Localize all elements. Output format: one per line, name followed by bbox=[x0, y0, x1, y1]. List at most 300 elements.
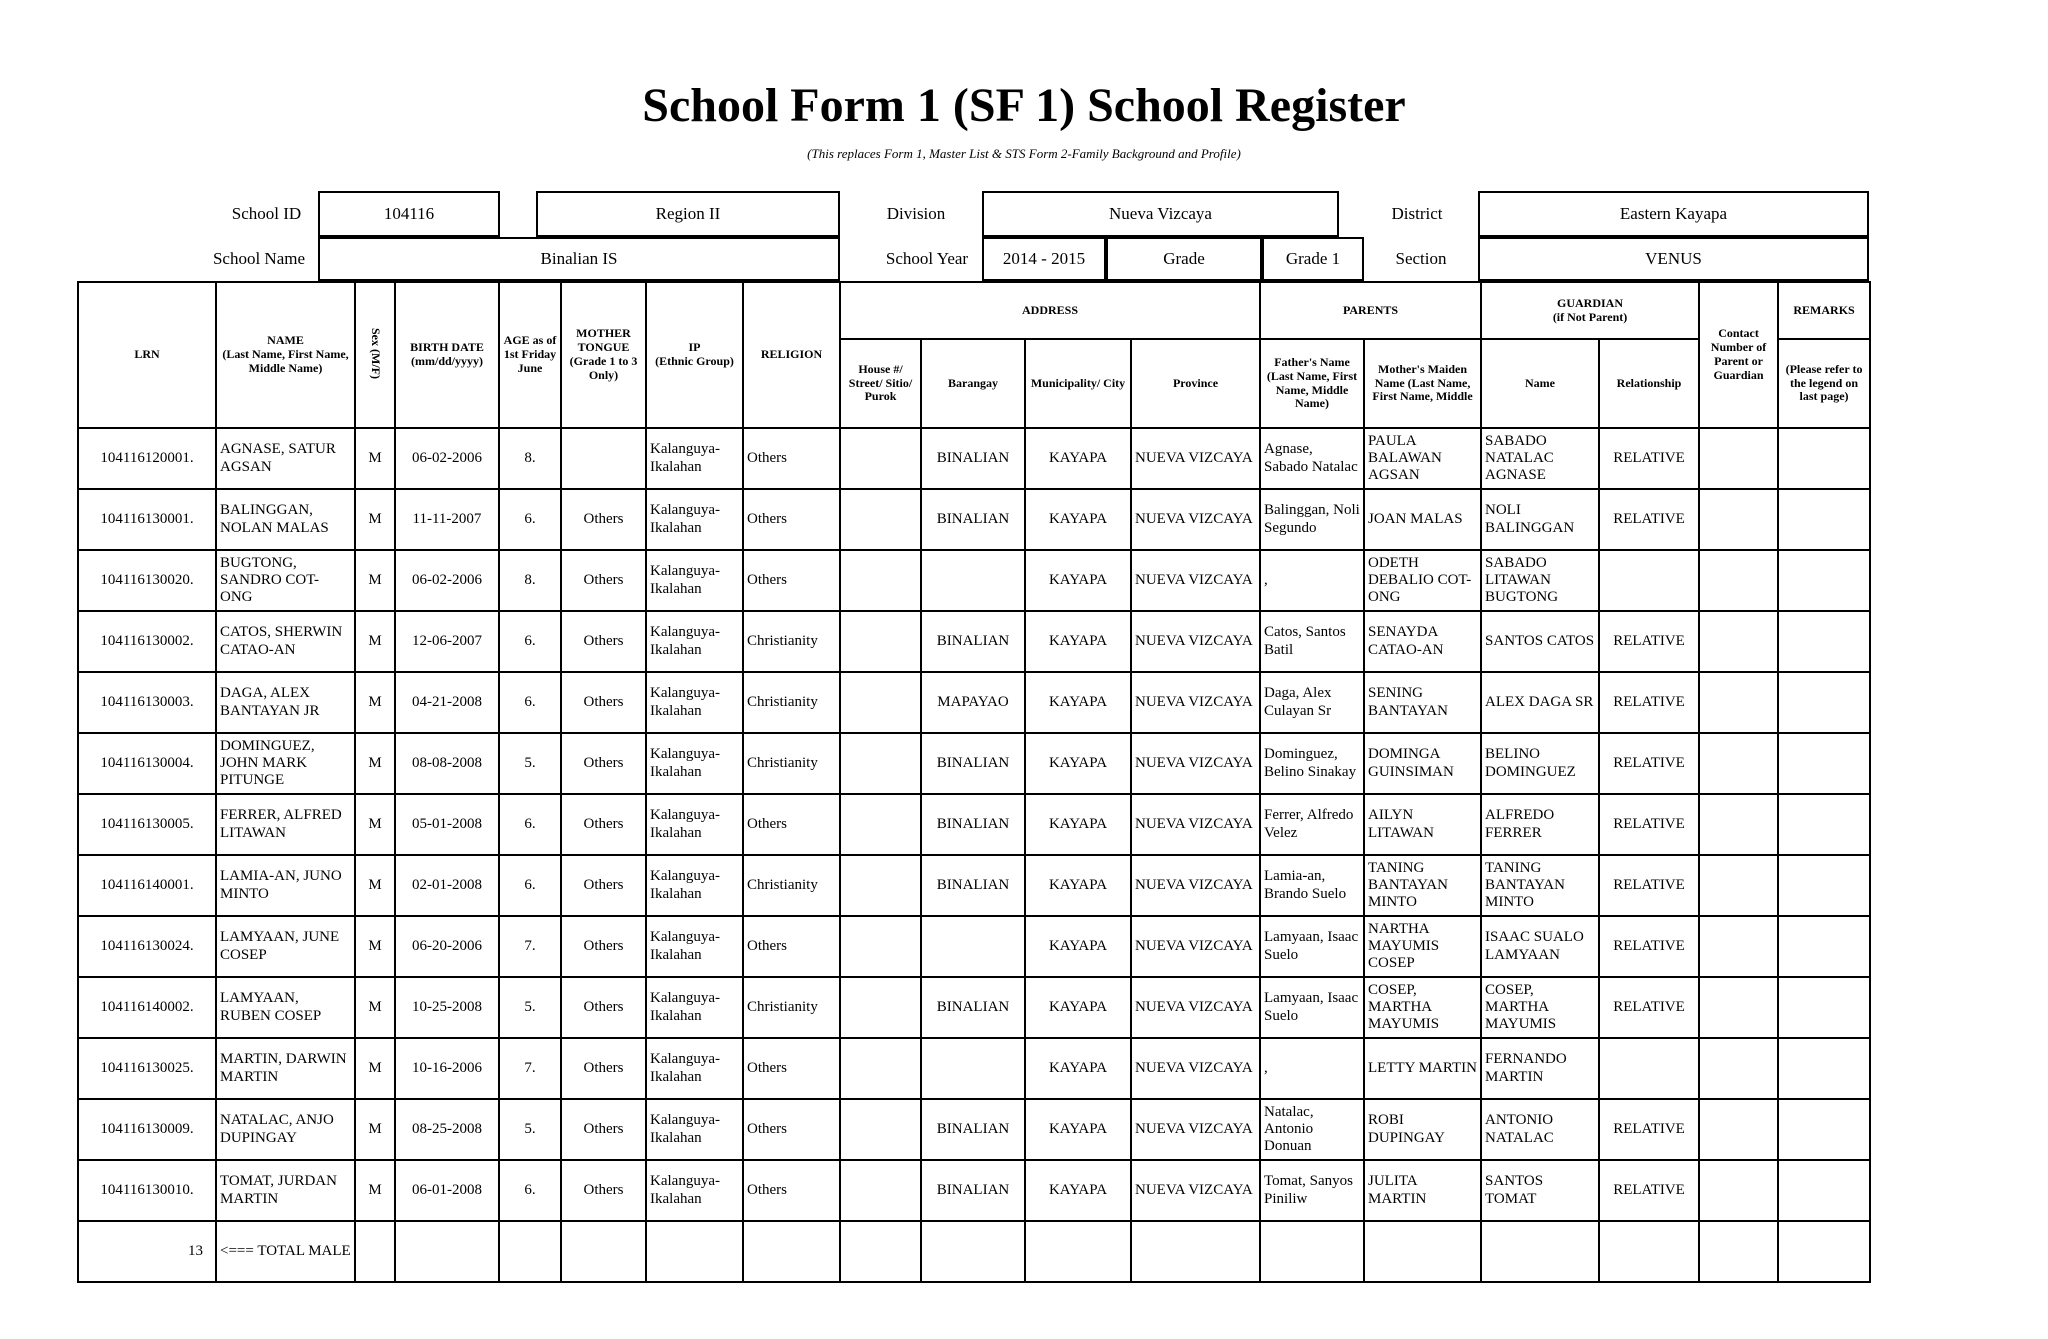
religion-cell: Others bbox=[743, 1099, 840, 1160]
father-cell: Tomat, Sanyos Piniliw bbox=[1260, 1160, 1364, 1221]
barangay-cell: BINALIAN bbox=[921, 733, 1025, 794]
mother-cell: NARTHA MAYUMIS COSEP bbox=[1364, 916, 1481, 977]
sex-cell: M bbox=[355, 1099, 395, 1160]
mother-cell: DOMINGA GUINSIMAN bbox=[1364, 733, 1481, 794]
remarks-cell bbox=[1778, 672, 1870, 733]
religion-cell: Christianity bbox=[743, 611, 840, 672]
header-house: House #/ Street/ Sitio/ Purok bbox=[840, 339, 921, 428]
ip-cell: Kalanguya-Ikalahan bbox=[646, 672, 743, 733]
birth-date-cell: 10-16-2006 bbox=[395, 1038, 499, 1099]
table-row bbox=[78, 977, 1870, 1038]
lrn-cell: 104116120001. bbox=[78, 428, 216, 489]
age-cell: 5. bbox=[499, 733, 561, 794]
religion-cell: Others bbox=[743, 550, 840, 611]
ip-cell: Kalanguya-Ikalahan bbox=[646, 733, 743, 794]
age-cell: 6. bbox=[499, 855, 561, 916]
house-cell bbox=[840, 733, 921, 794]
form-title: School Form 1 (SF 1) School Register bbox=[642, 79, 1406, 132]
school-year-label: School Year bbox=[885, 249, 969, 269]
guardian-name-cell: NOLI BALINGGAN bbox=[1481, 489, 1599, 550]
remarks-cell bbox=[1778, 794, 1870, 855]
region-value: Region II bbox=[536, 191, 840, 237]
age-cell: 7. bbox=[499, 916, 561, 977]
mother-cell: TANING BANTAYAN MINTO bbox=[1364, 855, 1481, 916]
guardian-name-cell: FERNANDO MARTIN bbox=[1481, 1038, 1599, 1099]
province-cell: NUEVA VIZCAYA bbox=[1131, 672, 1260, 733]
relationship-cell: RELATIVE bbox=[1599, 672, 1699, 733]
remarks-cell bbox=[1778, 733, 1870, 794]
contact-cell bbox=[1699, 977, 1778, 1038]
mother-cell: JULITA MARTIN bbox=[1364, 1160, 1481, 1221]
age-cell: 6. bbox=[499, 1160, 561, 1221]
mother-cell: AILYN LITAWAN bbox=[1364, 794, 1481, 855]
lrn-cell: 104116130003. bbox=[78, 672, 216, 733]
province-cell: NUEVA VIZCAYA bbox=[1131, 550, 1260, 611]
contact-cell bbox=[1699, 1160, 1778, 1221]
ip-cell: Kalanguya-Ikalahan bbox=[646, 1099, 743, 1160]
municipality-cell: KAYAPA bbox=[1025, 428, 1131, 489]
mother-tongue-cell: Others bbox=[561, 1099, 646, 1160]
total-empty-cell bbox=[1260, 1221, 1364, 1282]
birth-date-cell: 06-20-2006 bbox=[395, 916, 499, 977]
guardian-name-cell: TANING BANTAYAN MINTO bbox=[1481, 855, 1599, 916]
age-cell: 5. bbox=[499, 977, 561, 1038]
sex-cell: M bbox=[355, 428, 395, 489]
name-cell: LAMYAAN, RUBEN COSEP bbox=[216, 977, 355, 1038]
header-birth-date: BIRTH DATE (mm/dd/yyyy) bbox=[395, 282, 499, 428]
contact-cell bbox=[1699, 550, 1778, 611]
father-cell: Natalac, Antonio Donuan bbox=[1260, 1099, 1364, 1160]
district-label: District bbox=[1391, 204, 1443, 224]
contact-cell bbox=[1699, 611, 1778, 672]
contact-cell bbox=[1699, 489, 1778, 550]
school-id-label: School ID bbox=[231, 204, 302, 224]
name-cell: TOMAT, JURDAN MARTIN bbox=[216, 1160, 355, 1221]
contact-cell bbox=[1699, 733, 1778, 794]
name-cell: LAMYAAN, JUNE COSEP bbox=[216, 916, 355, 977]
contact-cell bbox=[1699, 672, 1778, 733]
guardian-name-cell: SABADO LITAWAN BUGTONG bbox=[1481, 550, 1599, 611]
barangay-cell bbox=[921, 916, 1025, 977]
father-cell: , bbox=[1260, 550, 1364, 611]
house-cell bbox=[840, 1099, 921, 1160]
province-cell: NUEVA VIZCAYA bbox=[1131, 733, 1260, 794]
barangay-cell: BINALIAN bbox=[921, 1160, 1025, 1221]
mother-tongue-cell: Others bbox=[561, 672, 646, 733]
sex-cell: M bbox=[355, 1160, 395, 1221]
father-cell: , bbox=[1260, 1038, 1364, 1099]
ip-cell: Kalanguya-Ikalahan bbox=[646, 489, 743, 550]
ip-cell: Kalanguya-Ikalahan bbox=[646, 916, 743, 977]
religion-cell: Christianity bbox=[743, 672, 840, 733]
ip-cell: Kalanguya-Ikalahan bbox=[646, 1160, 743, 1221]
header-age: AGE as of 1st Friday June bbox=[499, 282, 561, 428]
house-cell bbox=[840, 794, 921, 855]
header-parents: PARENTS bbox=[1260, 282, 1481, 339]
total-count: 13 bbox=[78, 1221, 216, 1282]
mother-tongue-cell: Others bbox=[561, 1160, 646, 1221]
lrn-cell: 104116140001. bbox=[78, 855, 216, 916]
contact-cell bbox=[1699, 1099, 1778, 1160]
municipality-cell: KAYAPA bbox=[1025, 1038, 1131, 1099]
district-value: Eastern Kayapa bbox=[1478, 191, 1869, 237]
mother-tongue-cell: Others bbox=[561, 977, 646, 1038]
father-cell: Lamyaan, Isaac Suelo bbox=[1260, 977, 1364, 1038]
table-row bbox=[78, 1160, 1870, 1221]
total-empty-cell bbox=[1364, 1221, 1481, 1282]
table-row bbox=[78, 489, 1870, 550]
house-cell bbox=[840, 428, 921, 489]
birth-date-cell: 10-25-2008 bbox=[395, 977, 499, 1038]
age-cell: 6. bbox=[499, 611, 561, 672]
ip-cell: Kalanguya-Ikalahan bbox=[646, 977, 743, 1038]
section-label: Section bbox=[1395, 249, 1447, 269]
header-guardian: GUARDIAN (if Not Parent) bbox=[1481, 282, 1699, 339]
house-cell bbox=[840, 550, 921, 611]
relationship-cell: RELATIVE bbox=[1599, 916, 1699, 977]
ip-cell: Kalanguya-Ikalahan bbox=[646, 1038, 743, 1099]
barangay-cell: BINALIAN bbox=[921, 977, 1025, 1038]
mother-tongue-cell: Others bbox=[561, 916, 646, 977]
province-cell: NUEVA VIZCAYA bbox=[1131, 1099, 1260, 1160]
mother-cell: COSEP, MARTHA MAYUMIS bbox=[1364, 977, 1481, 1038]
remarks-cell bbox=[1778, 916, 1870, 977]
barangay-cell: BINALIAN bbox=[921, 1099, 1025, 1160]
grade-label: Grade bbox=[1106, 237, 1262, 281]
province-cell: NUEVA VIZCAYA bbox=[1131, 1160, 1260, 1221]
total-empty-cell bbox=[1025, 1221, 1131, 1282]
header-mother: Mother's Maiden Name (Last Name, First Name, Middle bbox=[1364, 339, 1481, 428]
header-name: NAME (Last Name, First Name, Middle Name) bbox=[216, 282, 355, 428]
ip-cell: Kalanguya-Ikalahan bbox=[646, 428, 743, 489]
register-rows bbox=[78, 428, 1870, 1221]
mother-cell: SENING BANTAYAN bbox=[1364, 672, 1481, 733]
header-guardian-name: Name bbox=[1481, 339, 1599, 428]
header-province: Province bbox=[1131, 339, 1260, 428]
division-value: Nueva Vizcaya bbox=[982, 191, 1339, 237]
relationship-cell: RELATIVE bbox=[1599, 1160, 1699, 1221]
remarks-cell bbox=[1778, 489, 1870, 550]
age-cell: 5. bbox=[499, 1099, 561, 1160]
name-cell: BALINGGAN, NOLAN MALAS bbox=[216, 489, 355, 550]
province-cell: NUEVA VIZCAYA bbox=[1131, 428, 1260, 489]
birth-date-cell: 08-08-2008 bbox=[395, 733, 499, 794]
sex-cell: M bbox=[355, 733, 395, 794]
province-cell: NUEVA VIZCAYA bbox=[1131, 489, 1260, 550]
lrn-cell: 104116130005. bbox=[78, 794, 216, 855]
birth-date-cell: 11-11-2007 bbox=[395, 489, 499, 550]
school-name-value: Binalian IS bbox=[318, 237, 840, 281]
barangay-cell bbox=[921, 550, 1025, 611]
father-cell: Lamia-an, Brando Suelo bbox=[1260, 855, 1364, 916]
table-row bbox=[78, 916, 1870, 977]
header-municipality: Municipality/ City bbox=[1025, 339, 1131, 428]
lrn-cell: 104116130024. bbox=[78, 916, 216, 977]
religion-cell: Others bbox=[743, 489, 840, 550]
relationship-cell: RELATIVE bbox=[1599, 1099, 1699, 1160]
age-cell: 8. bbox=[499, 428, 561, 489]
grade-value: Grade 1 bbox=[1262, 237, 1364, 281]
relationship-cell bbox=[1599, 550, 1699, 611]
remarks-cell bbox=[1778, 611, 1870, 672]
mother-tongue-cell bbox=[561, 428, 646, 489]
name-cell: LAMIA-AN, JUNO MINTO bbox=[216, 855, 355, 916]
guardian-name-cell: BELINO DOMINGUEZ bbox=[1481, 733, 1599, 794]
table-row bbox=[78, 611, 1870, 672]
house-cell bbox=[840, 672, 921, 733]
total-empty-cell bbox=[1481, 1221, 1599, 1282]
header-sex-text: Sex (M/F) bbox=[368, 327, 383, 379]
name-cell: MARTIN, DARWIN MARTIN bbox=[216, 1038, 355, 1099]
table-row bbox=[78, 428, 1870, 489]
religion-cell: Christianity bbox=[743, 977, 840, 1038]
ip-cell: Kalanguya-Ikalahan bbox=[646, 611, 743, 672]
municipality-cell: KAYAPA bbox=[1025, 1160, 1131, 1221]
barangay-cell: BINALIAN bbox=[921, 794, 1025, 855]
municipality-cell: KAYAPA bbox=[1025, 855, 1131, 916]
mother-tongue-cell: Others bbox=[561, 855, 646, 916]
birth-date-cell: 12-06-2007 bbox=[395, 611, 499, 672]
house-cell bbox=[840, 855, 921, 916]
contact-cell bbox=[1699, 855, 1778, 916]
name-cell: DOMINGUEZ, JOHN MARK PITUNGE bbox=[216, 733, 355, 794]
birth-date-cell: 06-02-2006 bbox=[395, 428, 499, 489]
remarks-cell bbox=[1778, 1038, 1870, 1099]
total-empty-cell bbox=[921, 1221, 1025, 1282]
municipality-cell: KAYAPA bbox=[1025, 489, 1131, 550]
age-cell: 6. bbox=[499, 489, 561, 550]
sex-cell: M bbox=[355, 794, 395, 855]
religion-cell: Christianity bbox=[743, 733, 840, 794]
total-empty-cell bbox=[499, 1221, 561, 1282]
barangay-cell: MAPAYAO bbox=[921, 672, 1025, 733]
birth-date-cell: 06-01-2008 bbox=[395, 1160, 499, 1221]
total-empty-cell bbox=[561, 1221, 646, 1282]
province-cell: NUEVA VIZCAYA bbox=[1131, 855, 1260, 916]
table-row bbox=[78, 672, 1870, 733]
municipality-cell: KAYAPA bbox=[1025, 1099, 1131, 1160]
lrn-cell: 104116130004. bbox=[78, 733, 216, 794]
sex-cell: M bbox=[355, 672, 395, 733]
table-row bbox=[78, 733, 1870, 794]
house-cell bbox=[840, 1038, 921, 1099]
municipality-cell: KAYAPA bbox=[1025, 977, 1131, 1038]
lrn-cell: 104116140002. bbox=[78, 977, 216, 1038]
father-cell: Daga, Alex Culayan Sr bbox=[1260, 672, 1364, 733]
table-row bbox=[78, 1099, 1870, 1160]
lrn-cell: 104116130025. bbox=[78, 1038, 216, 1099]
name-cell: FERRER, ALFRED LITAWAN bbox=[216, 794, 355, 855]
guardian-name-cell: COSEP, MARTHA MAYUMIS bbox=[1481, 977, 1599, 1038]
municipality-cell: KAYAPA bbox=[1025, 794, 1131, 855]
mother-tongue-cell: Others bbox=[561, 550, 646, 611]
province-cell: NUEVA VIZCAYA bbox=[1131, 794, 1260, 855]
age-cell: 6. bbox=[499, 672, 561, 733]
relationship-cell: RELATIVE bbox=[1599, 794, 1699, 855]
table-row bbox=[78, 855, 1870, 916]
header-contact: Contact Number of Parent or Guardian bbox=[1699, 282, 1778, 428]
mother-tongue-cell: Others bbox=[561, 489, 646, 550]
municipality-cell: KAYAPA bbox=[1025, 550, 1131, 611]
municipality-cell: KAYAPA bbox=[1025, 611, 1131, 672]
school-year-value: 2014 - 2015 bbox=[982, 237, 1106, 281]
relationship-cell: RELATIVE bbox=[1599, 977, 1699, 1038]
father-cell: Dominguez, Belino Sinakay bbox=[1260, 733, 1364, 794]
guardian-name-cell: ALEX DAGA SR bbox=[1481, 672, 1599, 733]
sex-cell: M bbox=[355, 977, 395, 1038]
mother-cell: PAULA BALAWAN AGSAN bbox=[1364, 428, 1481, 489]
mother-tongue-cell: Others bbox=[561, 611, 646, 672]
house-cell bbox=[840, 489, 921, 550]
contact-cell bbox=[1699, 428, 1778, 489]
header-ip: IP (Ethnic Group) bbox=[646, 282, 743, 428]
house-cell bbox=[840, 611, 921, 672]
guardian-name-cell: SANTOS TOMAT bbox=[1481, 1160, 1599, 1221]
remarks-cell bbox=[1778, 1099, 1870, 1160]
remarks-cell bbox=[1778, 1160, 1870, 1221]
mother-cell: SENAYDA CATAO-AN bbox=[1364, 611, 1481, 672]
ip-cell: Kalanguya-Ikalahan bbox=[646, 794, 743, 855]
guardian-name-cell: SANTOS CATOS bbox=[1481, 611, 1599, 672]
lrn-cell: 104116130009. bbox=[78, 1099, 216, 1160]
total-row bbox=[78, 1221, 1870, 1282]
total-empty-cell bbox=[1778, 1221, 1870, 1282]
guardian-name-cell: ISAAC SUALO LAMYAAN bbox=[1481, 916, 1599, 977]
barangay-cell: BINALIAN bbox=[921, 611, 1025, 672]
total-empty-cell bbox=[646, 1221, 743, 1282]
header-remarks: REMARKS bbox=[1778, 282, 1870, 339]
religion-cell: Christianity bbox=[743, 855, 840, 916]
sex-cell: M bbox=[355, 489, 395, 550]
birth-date-cell: 02-01-2008 bbox=[395, 855, 499, 916]
house-cell bbox=[840, 977, 921, 1038]
sex-cell: M bbox=[355, 1038, 395, 1099]
table-row bbox=[78, 1038, 1870, 1099]
relationship-cell bbox=[1599, 1038, 1699, 1099]
relationship-cell: RELATIVE bbox=[1599, 428, 1699, 489]
total-empty-cell bbox=[1599, 1221, 1699, 1282]
name-cell: AGNASE, SATUR AGSAN bbox=[216, 428, 355, 489]
school-id-value: 104116 bbox=[318, 191, 500, 237]
guardian-name-cell: ALFREDO FERRER bbox=[1481, 794, 1599, 855]
father-cell: Agnase, Sabado Natalac bbox=[1260, 428, 1364, 489]
relationship-cell: RELATIVE bbox=[1599, 733, 1699, 794]
barangay-cell: BINALIAN bbox=[921, 489, 1025, 550]
mother-tongue-cell: Others bbox=[561, 1038, 646, 1099]
division-label: Division bbox=[886, 204, 946, 224]
municipality-cell: KAYAPA bbox=[1025, 672, 1131, 733]
header-lrn: LRN bbox=[78, 282, 216, 428]
total-empty-cell bbox=[1131, 1221, 1260, 1282]
header-relationship: Relationship bbox=[1599, 339, 1699, 428]
total-empty-cell bbox=[1699, 1221, 1778, 1282]
total-empty-cell bbox=[395, 1221, 499, 1282]
section-value: VENUS bbox=[1478, 237, 1869, 281]
name-cell: DAGA, ALEX BANTAYAN JR bbox=[216, 672, 355, 733]
province-cell: NUEVA VIZCAYA bbox=[1131, 977, 1260, 1038]
name-cell: NATALAC, ANJO DUPINGAY bbox=[216, 1099, 355, 1160]
barangay-cell: BINALIAN bbox=[921, 428, 1025, 489]
relationship-cell: RELATIVE bbox=[1599, 489, 1699, 550]
name-cell: BUGTONG, SANDRO COT-ONG bbox=[216, 550, 355, 611]
sex-cell: M bbox=[355, 855, 395, 916]
birth-date-cell: 08-25-2008 bbox=[395, 1099, 499, 1160]
father-cell: Catos, Santos Batil bbox=[1260, 611, 1364, 672]
form-subtitle: (This replaces Form 1, Master List & STS Form 2-Family Background and Profile) bbox=[807, 146, 1241, 161]
religion-cell: Others bbox=[743, 1038, 840, 1099]
total-empty-cell bbox=[840, 1221, 921, 1282]
mother-cell: ODETH DEBALIO COT-ONG bbox=[1364, 550, 1481, 611]
mother-cell: ROBI DUPINGAY bbox=[1364, 1099, 1481, 1160]
religion-cell: Others bbox=[743, 916, 840, 977]
name-cell: CATOS, SHERWIN CATAO-AN bbox=[216, 611, 355, 672]
header-religion: RELIGION bbox=[743, 282, 840, 428]
municipality-cell: KAYAPA bbox=[1025, 733, 1131, 794]
municipality-cell: KAYAPA bbox=[1025, 916, 1131, 977]
lrn-cell: 104116130020. bbox=[78, 550, 216, 611]
sex-cell: M bbox=[355, 916, 395, 977]
father-cell: Ferrer, Alfredo Velez bbox=[1260, 794, 1364, 855]
province-cell: NUEVA VIZCAYA bbox=[1131, 611, 1260, 672]
total-label: <=== TOTAL MALE bbox=[216, 1221, 355, 1282]
sex-cell: M bbox=[355, 550, 395, 611]
age-cell: 8. bbox=[499, 550, 561, 611]
contact-cell bbox=[1699, 916, 1778, 977]
ip-cell: Kalanguya-Ikalahan bbox=[646, 550, 743, 611]
age-cell: 7. bbox=[499, 1038, 561, 1099]
contact-cell bbox=[1699, 794, 1778, 855]
barangay-cell bbox=[921, 1038, 1025, 1099]
relationship-cell: RELATIVE bbox=[1599, 855, 1699, 916]
table-row bbox=[78, 550, 1870, 611]
header-address: ADDRESS bbox=[840, 282, 1260, 339]
father-cell: Balinggan, Noli Segundo bbox=[1260, 489, 1364, 550]
table-row bbox=[78, 794, 1870, 855]
relationship-cell: RELATIVE bbox=[1599, 611, 1699, 672]
header-remarks-note: (Please refer to the legend on last page) bbox=[1778, 339, 1870, 428]
contact-cell bbox=[1699, 1038, 1778, 1099]
school-name-label: School Name bbox=[212, 249, 306, 269]
barangay-cell: BINALIAN bbox=[921, 855, 1025, 916]
total-empty-cell bbox=[355, 1221, 395, 1282]
remarks-cell bbox=[1778, 428, 1870, 489]
header-mother-tongue: MOTHER TONGUE (Grade 1 to 3 Only) bbox=[561, 282, 646, 428]
mother-cell: LETTY MARTIN bbox=[1364, 1038, 1481, 1099]
remarks-cell bbox=[1778, 550, 1870, 611]
mother-tongue-cell: Others bbox=[561, 794, 646, 855]
lrn-cell: 104116130001. bbox=[78, 489, 216, 550]
religion-cell: Others bbox=[743, 1160, 840, 1221]
mother-tongue-cell: Others bbox=[561, 733, 646, 794]
house-cell bbox=[840, 916, 921, 977]
religion-cell: Others bbox=[743, 794, 840, 855]
house-cell bbox=[840, 1160, 921, 1221]
guardian-name-cell: ANTONIO NATALAC bbox=[1481, 1099, 1599, 1160]
total-empty-cell bbox=[743, 1221, 840, 1282]
province-cell: NUEVA VIZCAYA bbox=[1131, 916, 1260, 977]
remarks-cell bbox=[1778, 855, 1870, 916]
age-cell: 6. bbox=[499, 794, 561, 855]
remarks-cell bbox=[1778, 977, 1870, 1038]
header-sex bbox=[355, 282, 395, 428]
birth-date-cell: 05-01-2008 bbox=[395, 794, 499, 855]
lrn-cell: 104116130002. bbox=[78, 611, 216, 672]
father-cell: Lamyaan, Isaac Suelo bbox=[1260, 916, 1364, 977]
province-cell: NUEVA VIZCAYA bbox=[1131, 1038, 1260, 1099]
mother-cell: JOAN MALAS bbox=[1364, 489, 1481, 550]
header-barangay: Barangay bbox=[921, 339, 1025, 428]
register-table bbox=[77, 281, 1871, 1283]
